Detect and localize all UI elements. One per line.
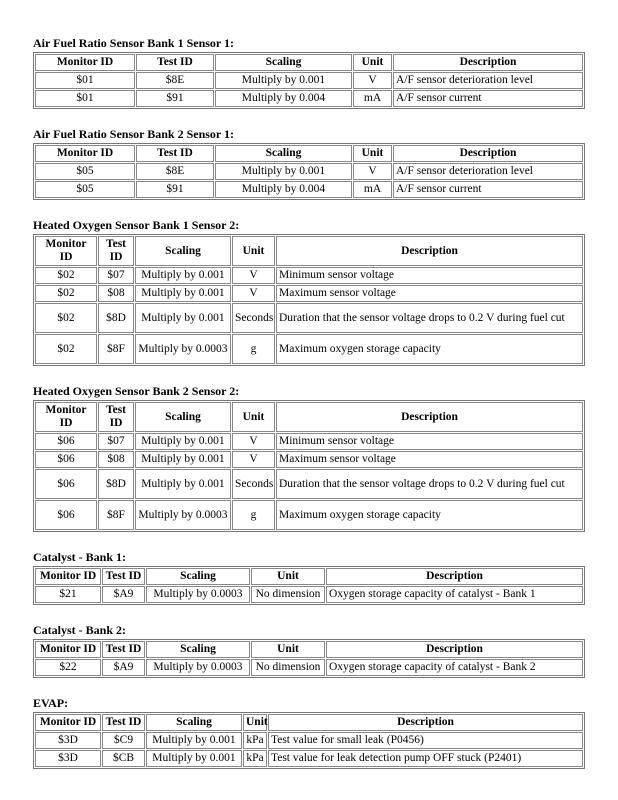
data-table xyxy=(33,143,585,200)
cell-monitor-id: $06 xyxy=(35,433,97,450)
section-catalyst-bank2 xyxy=(33,623,585,678)
header-scaling: Scaling xyxy=(146,568,250,585)
table-row xyxy=(35,267,583,284)
document-page xyxy=(33,36,585,787)
header-scaling: Scaling xyxy=(215,54,352,71)
cell-test-id: $91 xyxy=(136,181,214,198)
header-test-id: Test ID xyxy=(136,54,214,71)
table-row xyxy=(35,433,583,450)
cell-scaling: Multiply by 0.001 xyxy=(146,732,242,749)
header-description: Description xyxy=(326,641,583,658)
cell-monitor-id: $3D xyxy=(35,750,101,767)
cell-description: Maximum oxygen storage capacity xyxy=(276,500,583,530)
table-header-row xyxy=(35,402,583,432)
cell-test-id: $CB xyxy=(102,750,145,767)
header-unit: Unit xyxy=(251,641,325,658)
cell-test-id: $C9 xyxy=(102,732,145,749)
section-evap xyxy=(33,696,585,769)
cell-scaling: Multiply by 0.001 xyxy=(135,469,231,499)
header-description: Description xyxy=(268,714,583,731)
cell-description: Test value for small leak (P0456) xyxy=(268,732,583,749)
table-row xyxy=(35,586,583,603)
cell-unit: kPa xyxy=(243,732,267,749)
cell-test-id: $8E xyxy=(136,163,214,180)
cell-description: Maximum oxygen storage capacity xyxy=(276,334,583,364)
table-header-row xyxy=(35,641,583,658)
cell-unit: Seconds xyxy=(232,469,275,499)
table-row xyxy=(35,72,583,89)
cell-test-id: $8D xyxy=(98,469,134,499)
cell-monitor-id: $01 xyxy=(35,90,135,107)
cell-description: Test value for leak detection pump OFF stuck (P2401) xyxy=(268,750,583,767)
section-title: Air Fuel Ratio Sensor Bank 1 Sensor 1: xyxy=(33,36,235,50)
section-catalyst-bank1 xyxy=(33,550,585,605)
cell-unit: Seconds xyxy=(232,303,275,333)
cell-description: Maximum sensor voltage xyxy=(276,451,583,468)
cell-unit: V xyxy=(353,72,392,89)
cell-scaling: Multiply by 0.001 xyxy=(215,163,352,180)
header-test-id: Test ID xyxy=(102,714,145,731)
cell-unit: No dimension xyxy=(251,586,325,603)
cell-test-id: $07 xyxy=(98,433,134,450)
table-row xyxy=(35,163,583,180)
cell-unit: kPa xyxy=(243,750,267,767)
cell-test-id: $91 xyxy=(136,90,214,107)
cell-monitor-id: $06 xyxy=(35,469,97,499)
cell-scaling: Multiply by 0.004 xyxy=(215,181,352,198)
header-unit: Unit xyxy=(353,54,392,71)
header-description: Description xyxy=(276,236,583,266)
header-unit: Unit xyxy=(232,236,275,266)
cell-scaling: Multiply by 0.0003 xyxy=(135,334,231,364)
table-row xyxy=(35,469,583,499)
data-table xyxy=(33,566,585,605)
table-header-row xyxy=(35,714,583,731)
data-table xyxy=(33,400,585,532)
section-title: Heated Oxygen Sensor Bank 2 Sensor 2: xyxy=(33,384,240,398)
header-description: Description xyxy=(276,402,583,432)
header-unit: Unit xyxy=(353,145,392,162)
section-af-bank2 xyxy=(33,127,585,200)
section-title: Catalyst - Bank 2: xyxy=(33,623,127,637)
data-table xyxy=(33,234,585,366)
header-monitor-id: Monitor ID xyxy=(35,145,135,162)
cell-test-id: $8F xyxy=(98,334,134,364)
cell-scaling: Multiply by 0.001 xyxy=(146,750,242,767)
header-test-id: Test ID xyxy=(136,145,214,162)
header-monitor-id: Monitor ID xyxy=(35,402,97,432)
cell-scaling: Multiply by 0.001 xyxy=(135,285,231,302)
header-monitor-id: Monitor ID xyxy=(35,236,97,266)
cell-scaling: Multiply by 0.001 xyxy=(135,303,231,333)
header-test-id: Test ID xyxy=(102,641,145,658)
table-row xyxy=(35,334,583,364)
header-scaling: Scaling xyxy=(146,714,242,731)
cell-scaling: Multiply by 0.001 xyxy=(135,267,231,284)
cell-scaling: Multiply by 0.001 xyxy=(215,72,352,89)
cell-unit: V xyxy=(232,433,275,450)
cell-unit: g xyxy=(232,500,275,530)
table-row xyxy=(35,500,583,530)
cell-monitor-id: $05 xyxy=(35,163,135,180)
cell-monitor-id: $02 xyxy=(35,334,97,364)
cell-test-id: $07 xyxy=(98,267,134,284)
table-row xyxy=(35,303,583,333)
header-monitor-id: Monitor ID xyxy=(35,641,101,658)
cell-test-id: $8D xyxy=(98,303,134,333)
cell-unit: V xyxy=(232,267,275,284)
cell-description: Oxygen storage capacity of catalyst - Bank 2 xyxy=(326,659,583,676)
data-table xyxy=(33,52,585,109)
table-header-row xyxy=(35,568,583,585)
header-description: Description xyxy=(393,54,583,71)
cell-unit: No dimension xyxy=(251,659,325,676)
cell-scaling: Multiply by 0.0003 xyxy=(146,586,250,603)
cell-description: Duration that the sensor voltage drops to 0.2 V during fuel cut xyxy=(276,303,583,333)
cell-test-id: $08 xyxy=(98,451,134,468)
cell-monitor-id: $02 xyxy=(35,285,97,302)
cell-description: A/F sensor deterioration level xyxy=(393,163,583,180)
cell-scaling: Multiply by 0.001 xyxy=(135,433,231,450)
cell-scaling: Multiply by 0.0003 xyxy=(135,500,231,530)
table-row xyxy=(35,659,583,676)
cell-description: Minimum sensor voltage xyxy=(276,433,583,450)
cell-test-id: $8F xyxy=(98,500,134,530)
header-test-id: Test ID xyxy=(102,568,145,585)
header-scaling: Scaling xyxy=(146,641,250,658)
cell-monitor-id: $05 xyxy=(35,181,135,198)
cell-monitor-id: $06 xyxy=(35,500,97,530)
table-row xyxy=(35,732,583,749)
header-monitor-id: Monitor ID xyxy=(35,714,101,731)
table-header-row xyxy=(35,145,583,162)
section-ho2s-bank2 xyxy=(33,384,585,532)
table-row xyxy=(35,90,583,107)
table-header-row xyxy=(35,54,583,71)
section-title: EVAP: xyxy=(33,696,69,710)
cell-test-id: $A9 xyxy=(102,586,145,603)
header-test-id: Test ID xyxy=(98,402,134,432)
cell-description: A/F sensor deterioration level xyxy=(393,72,583,89)
header-unit: Unit xyxy=(232,402,275,432)
table-header-row xyxy=(35,236,583,266)
data-table xyxy=(33,639,585,678)
table-row xyxy=(35,181,583,198)
cell-monitor-id: $02 xyxy=(35,267,97,284)
header-unit: Unit xyxy=(251,568,325,585)
cell-description: Maximum sensor voltage xyxy=(276,285,583,302)
header-scaling: Scaling xyxy=(215,145,352,162)
cell-description: Duration that the sensor voltage drops to 0.2 V during fuel cut xyxy=(276,469,583,499)
data-table xyxy=(33,712,585,769)
cell-monitor-id: $22 xyxy=(35,659,101,676)
section-af-bank1 xyxy=(33,36,585,109)
header-unit: Unit xyxy=(243,714,267,731)
cell-description: A/F sensor current xyxy=(393,181,583,198)
table-row xyxy=(35,451,583,468)
table-row xyxy=(35,285,583,302)
header-description: Description xyxy=(326,568,583,585)
cell-scaling: Multiply by 0.001 xyxy=(135,451,231,468)
cell-unit: mA xyxy=(353,181,392,198)
cell-unit: g xyxy=(232,334,275,364)
cell-unit: V xyxy=(232,285,275,302)
cell-test-id: $A9 xyxy=(102,659,145,676)
header-description: Description xyxy=(393,145,583,162)
cell-unit: V xyxy=(353,163,392,180)
cell-description: A/F sensor current xyxy=(393,90,583,107)
cell-description: Oxygen storage capacity of catalyst - Bank 1 xyxy=(326,586,583,603)
cell-monitor-id: $06 xyxy=(35,451,97,468)
header-monitor-id: Monitor ID xyxy=(35,54,135,71)
cell-scaling: Multiply by 0.0003 xyxy=(146,659,250,676)
section-title: Catalyst - Bank 1: xyxy=(33,550,127,564)
cell-unit: mA xyxy=(353,90,392,107)
cell-scaling: Multiply by 0.004 xyxy=(215,90,352,107)
cell-monitor-id: $01 xyxy=(35,72,135,89)
header-scaling: Scaling xyxy=(135,236,231,266)
cell-monitor-id: $02 xyxy=(35,303,97,333)
header-monitor-id: Monitor ID xyxy=(35,568,101,585)
cell-description: Minimum sensor voltage xyxy=(276,267,583,284)
header-scaling: Scaling xyxy=(135,402,231,432)
section-title: Air Fuel Ratio Sensor Bank 2 Sensor 1: xyxy=(33,127,235,141)
section-ho2s-bank1 xyxy=(33,218,585,366)
header-test-id: Test ID xyxy=(98,236,134,266)
cell-test-id: $8E xyxy=(136,72,214,89)
cell-monitor-id: $21 xyxy=(35,586,101,603)
table-row xyxy=(35,750,583,767)
section-title: Heated Oxygen Sensor Bank 1 Sensor 2: xyxy=(33,218,240,232)
cell-test-id: $08 xyxy=(98,285,134,302)
cell-monitor-id: $3D xyxy=(35,732,101,749)
cell-unit: V xyxy=(232,451,275,468)
